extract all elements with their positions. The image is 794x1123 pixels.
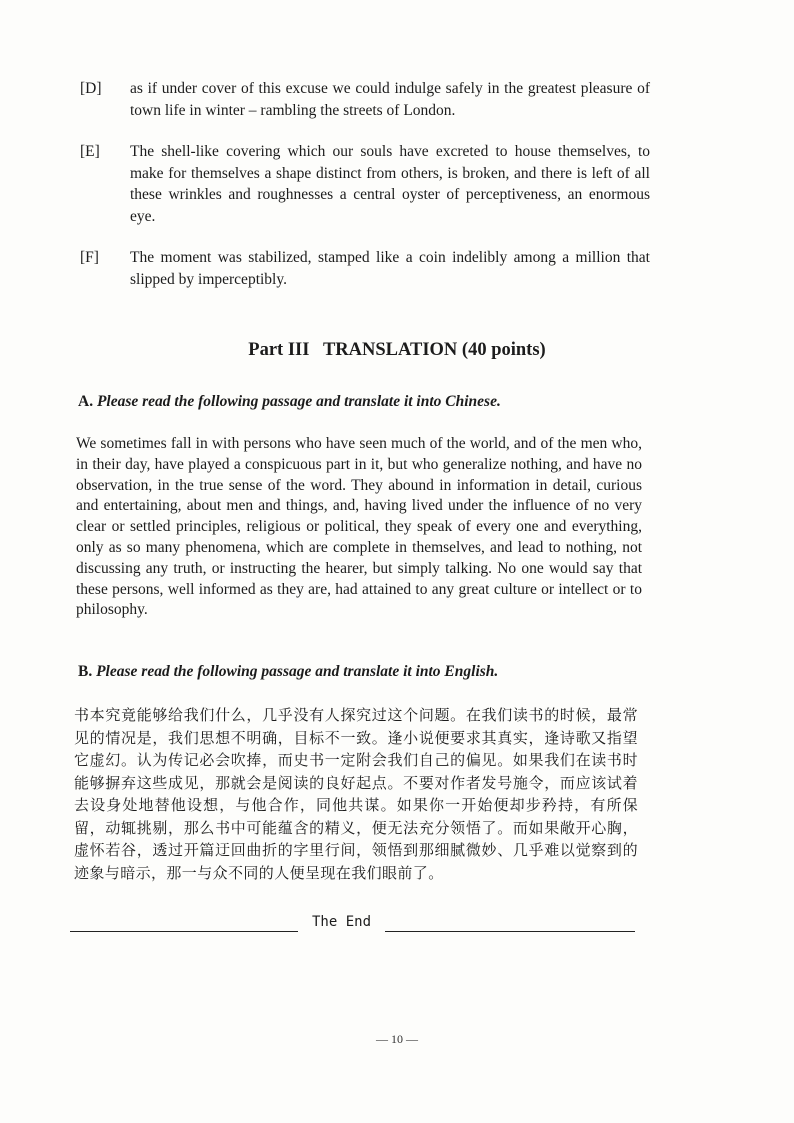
option-e (80, 141, 650, 227)
option-text: as if under cover of this excuse we could indulge safely in the greatest pleasure of town life in winter – rambling the streets of London. (130, 80, 650, 119)
section-b-instruction: Please read the following passage and translate it into English. (96, 663, 499, 680)
section-a-title (78, 393, 501, 411)
section-b-letter: B. (78, 663, 93, 680)
part-title: Part III TRANSLATION (40 points) (248, 340, 546, 360)
end-rule-left (70, 931, 298, 932)
page-number: — 10 — (376, 1032, 418, 1046)
passage-english: We sometimes fall in with persons who have seen much of the world, and of the men who, in their day, have played a conspicuous part in it, but who generalize nothing, and have no observation, in the true sense of the word. They abound in information in detail, curious and entertaining, about men and things, and, having lived under the influence of no very clear or settled principles, religious or political, they speak of every one and everything, only as so many phenomena, which are complete in themselves, and lead to nothing, not discussing any truth, or instructing the hearer, but simply talking. No one would say that these persons, well informed as they are, had attained to any great culture or intellect or to philosophy. (76, 435, 642, 619)
option-f (80, 247, 650, 290)
option-label: [F] (80, 249, 99, 266)
option-d (80, 78, 650, 121)
option-label: [D] (80, 80, 102, 97)
option-label: [E] (80, 143, 100, 160)
option-text: The shell-like covering which our souls have excreted to house themselves, to make for themselves a shape distinct from others, is broken, and there is left of all these wrinkles and roughnesses a central oyster of perceptiveness, an enormous eye. (130, 143, 650, 225)
option-text: The moment was stabilized, stamped like a coin indelibly among a million that slipped by imperceptibly. (130, 249, 650, 288)
passage-chinese: 书本究竟能够给我们什么，几乎没有人探究过这个问题。在我们读书的时候，最常见的情况是，我们思想不明确，目标不一致。逢小说便要求其真实，逢诗歌又指望它虚幻。认为传记必会吹捧，而史书一定附会我们自己的偏见。如果我们在读书时能够摒弃这些成见，那就会是阅读的良好起点。不要对作者发号施令，而应该试着去设身处地替他设想，与他合作，同他共谋。如果你一开始便却步矜持，有所保留，动辄挑剔，那么书中可能蕴含的精义，便无法充分领悟了。而如果敞开心胸，虚怀若谷，透过开篇迂回曲折的字里行间，领悟到那细腻微妙、几乎难以觉察到的迹象与暗示，那一与众不同的人便呈现在我们眼前了。 (74, 706, 638, 882)
section-a-instruction: Please read the following passage and translate it into Chinese. (96, 393, 501, 410)
end-rule-right (385, 931, 635, 932)
end-label: The End (312, 914, 372, 930)
section-a-letter: A. (78, 393, 94, 410)
section-b-title (78, 663, 498, 681)
